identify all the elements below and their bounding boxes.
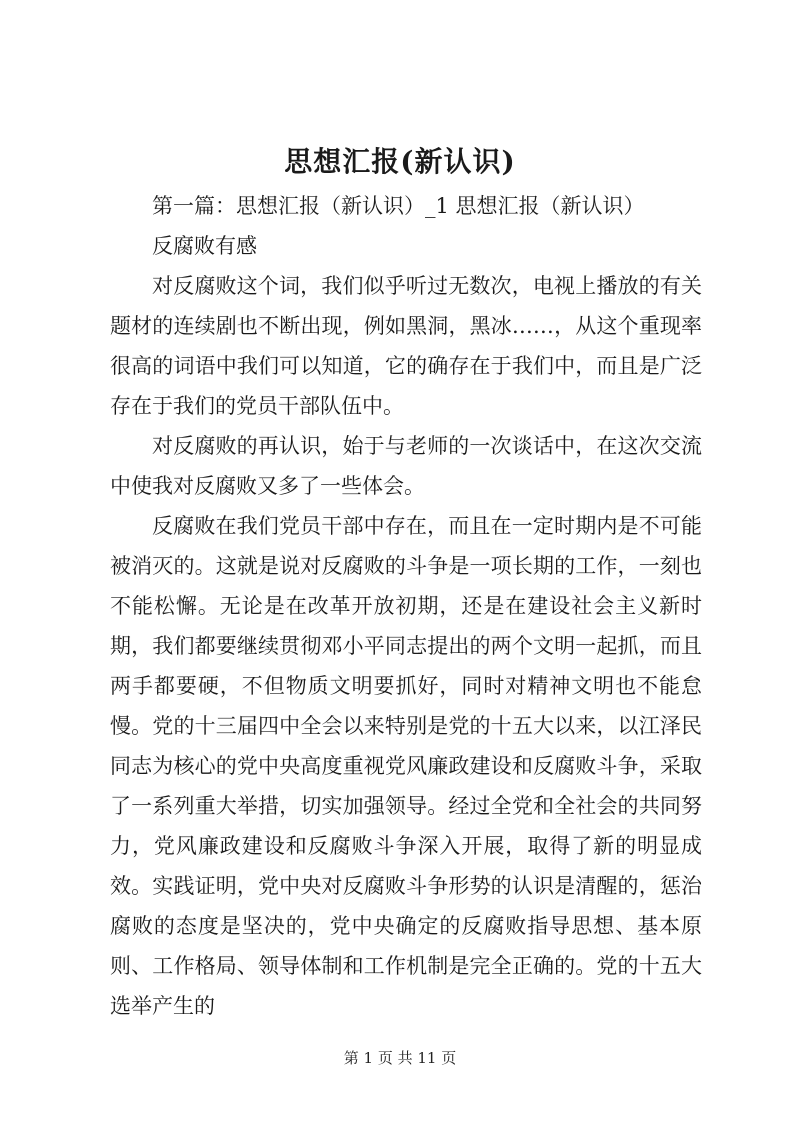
paragraph: 反腐败在我们党员干部中存在，而且在一定时期内是不可能被消灭的。这就是说对反腐败的斗争是一项长期的工作，一刻也不能松懈。无论是在改革开放初期，还是在建设社会主义新时期，我们都要继续贯彻邓小平同志提出的两个文明一起抓，而且两手都要硬，不但物质文明要抓好，同时对精神文明也不能怠慢。党的十三届四中全会以来特别是党的十五大以来，以江泽民同志为核心的党中央高度重视党风廉政建设和反腐败斗争，采取了一系列重大举措，切实加强领导。经过全党和全社会的共同努力，党风廉政建设和反腐败斗争深入开展，取得了新的明显成效。实践证明，党中央对反腐败斗争形势的认识是清醒的，惩治腐败的态度是坚决的，党中央确定的反腐败指导思想、基本原则、工作格局、领导体制和工作机制是完全正确的。党的十五大选举产生的 [110, 514, 702, 1018]
document-title: 思想汇报(新认识) [284, 145, 516, 178]
paragraph: 对反腐败这个词，我们似乎听过无数次，电视上播放的有关题材的连续剧也不断出现，例如黑洞，黑冰……，从这个重现率很高的词语中我们可以知道，它的确存在于我们中，而且是广泛存在于我们的党员干部队伍中。 [110, 274, 702, 418]
paragraph: 对反腐败的再认识，始于与老师的一次谈话中，在这次交流中使我对反腐败又多了一些体会。 [110, 434, 702, 498]
paragraph-heading: 第一篇：思想汇报（新认识）_1 思想汇报（新认识） [152, 194, 645, 218]
page-footer: 第 1 页 共 11 页 [343, 1049, 457, 1067]
document-body [110, 186, 702, 1026]
paragraph-subtitle: 反腐败有感 [152, 234, 257, 258]
